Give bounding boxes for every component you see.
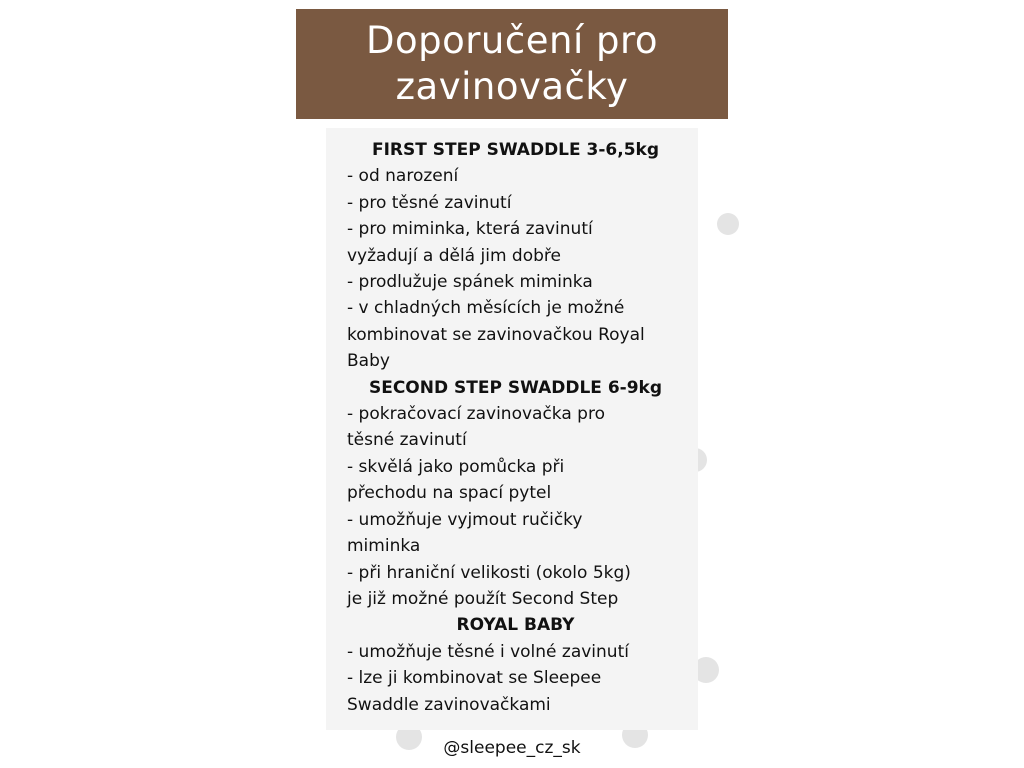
decorative-dot: [717, 213, 739, 235]
bullet-line: - při hraniční velikosti (okolo 5kg): [347, 562, 631, 583]
bullet-line: kombinovat se zavinovačkou Royal: [347, 324, 645, 345]
bullet-line: - skvělá jako pomůcka při: [347, 456, 565, 477]
bullet-line: - umožňuje těsné i volné zavinutí: [347, 641, 629, 662]
bullet-line: miminka: [347, 536, 421, 557]
bullet-line: je již možné použít Second Step: [347, 588, 619, 609]
section-heading-second-step: SECOND STEP SWADDLE 6-9kg: [368, 377, 663, 398]
bullet-line: - pokračovací zavinovačka pro: [347, 404, 605, 425]
bullet-line: - v chladných měsících je možné: [347, 298, 625, 319]
bullet-line: - lze ji kombinovat se Sleepee: [347, 668, 602, 689]
bullet-line: - pro miminka, která zavinutí: [347, 219, 593, 240]
bullet-line: - od narození: [347, 166, 459, 187]
title-banner: [296, 9, 728, 119]
bullet-line: - umožňuje vyjmout ručičky: [347, 509, 583, 530]
section-heading-royal-baby: ROYAL BABY: [456, 615, 575, 636]
section-heading-first-step: FIRST STEP SWADDLE 3-6,5kg: [371, 140, 660, 160]
bullet-line: vyžadují a dělá jim dobře: [347, 245, 561, 266]
bullet-line: Baby: [347, 351, 390, 372]
title-line-2: zavinovačky: [395, 65, 629, 108]
bullet-line: - pro těsné zavinutí: [347, 192, 512, 213]
social-handle: @sleepee_cz_sk: [443, 738, 581, 758]
title-line-1: Doporučení pro: [365, 19, 659, 62]
bullet-line: přechodu na spací pytel: [347, 483, 552, 504]
recommendation-card: [326, 128, 698, 730]
bullet-line: Swaddle zavinovačkami: [347, 694, 551, 715]
bullet-line: těsné zavinutí: [347, 430, 467, 451]
bullet-line: - prodlužuje spánek miminka: [347, 272, 593, 293]
